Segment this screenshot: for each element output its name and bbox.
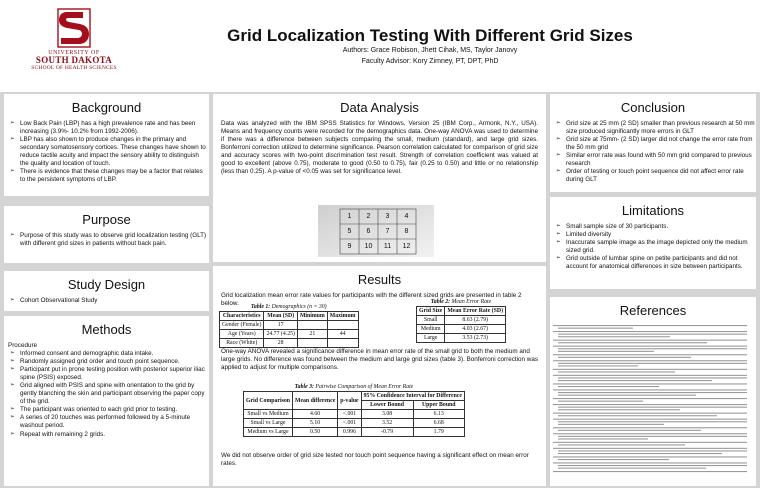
reference-line xyxy=(553,331,747,332)
reference-line xyxy=(558,371,675,372)
reference-line xyxy=(558,395,696,396)
grid-cell-number: 4 xyxy=(404,213,409,220)
purpose-item: ➢ Purpose of this study was to observe grid localization testing (GLT) with different grid sizes in patients without back pain. xyxy=(10,232,209,248)
limitation-item: ➢ Inaccurate sample image as the image depicted only the medium sized grid. xyxy=(556,239,756,255)
reference-line xyxy=(553,389,747,390)
limitation-item: ➢ Grid outside of lumbar spine on petite participants and did not account for anatomical differences in size between participants. xyxy=(556,255,756,271)
method-step: ➢ Repeat with remaining 2 grids. xyxy=(10,431,209,439)
coyote-s-logo-icon xyxy=(57,8,91,48)
reference-line xyxy=(558,336,670,337)
table-1-header: Mean (SD) xyxy=(264,312,298,321)
reference-line xyxy=(553,413,747,414)
table-row: Large 3.53 (2.73) xyxy=(417,334,506,343)
reference-line xyxy=(553,433,747,434)
table-row: Small 8.63 (2.79) xyxy=(417,316,506,325)
reference-line xyxy=(558,348,747,349)
reference-line xyxy=(558,407,747,408)
reference-line xyxy=(558,380,712,381)
poster-title: Grid Localization Testing With Different Grid Sizes xyxy=(227,26,633,45)
conclusion-heading: Conclusion xyxy=(620,100,686,115)
method-step: ➢ Participant put in prone testing position with posterior superior iliac spine (PSIS) exposed. xyxy=(10,366,209,382)
reference-line xyxy=(558,386,659,387)
reference-line xyxy=(558,377,747,378)
grid-cell-number: 3 xyxy=(385,213,390,220)
grid-photo xyxy=(318,205,434,257)
reference-line xyxy=(558,328,633,329)
reference-line xyxy=(553,427,747,428)
study-design-heading: Study Design xyxy=(67,277,146,292)
table-3-subheader: Lower Bound xyxy=(361,401,413,410)
table-row: Gender (Female) 17 xyxy=(220,321,359,330)
reference-line xyxy=(553,369,747,370)
reference-line xyxy=(558,401,643,402)
logo-line-3: SCHOOL OF HEALTH SCIENCES xyxy=(31,64,117,71)
grid-cell-number: 6 xyxy=(366,228,371,235)
conclusion-section xyxy=(550,94,756,192)
purpose-heading: Purpose xyxy=(82,212,131,227)
conclusion-item: ➢ Grid size at 25 mm (2 SD) smaller than previous research at 50 mm size produced significantly more errors in GLT xyxy=(556,120,756,136)
reference-line xyxy=(558,415,717,416)
results-heading: Results xyxy=(357,272,402,287)
grid-cell-number: 9 xyxy=(347,243,352,250)
purpose-section xyxy=(4,206,209,263)
grid-cell-number: 8 xyxy=(404,228,409,235)
reference-line xyxy=(553,346,747,347)
reference-line xyxy=(558,436,747,437)
reference-line xyxy=(553,456,747,457)
study-design-item: ➢ Cohort Observational Study xyxy=(10,297,209,305)
reference-line xyxy=(553,471,747,472)
reference-line xyxy=(558,334,747,335)
reference-line xyxy=(558,444,685,445)
references-fine-print xyxy=(553,323,753,473)
results-section xyxy=(213,266,546,486)
procedure-label: Procedure xyxy=(8,342,38,349)
background-section xyxy=(4,94,209,196)
grid-cell-number: 12 xyxy=(402,243,411,250)
logo-line-1: UNIVERSITY OF xyxy=(48,50,100,56)
limitation-item: ➢ Limited diversity xyxy=(556,231,756,239)
reference-line xyxy=(558,365,638,366)
table-row: Age (Years) 24.77 (4.25) 21 44 xyxy=(220,330,359,339)
reference-line xyxy=(558,357,691,358)
reference-line xyxy=(553,404,747,405)
table-1-header: Maximum xyxy=(327,312,358,321)
table-2-header: Mean Error Rate (SD) xyxy=(445,307,506,316)
table-3-subheader: Upper Bound xyxy=(413,401,464,410)
references-heading: References xyxy=(619,303,687,318)
table-1-header: Characteristics xyxy=(220,312,264,321)
reference-line xyxy=(558,409,680,410)
table-1-caption: Table 1: Demographics (n = 30) xyxy=(250,304,327,310)
grid-cell-number: 10 xyxy=(364,243,373,250)
grid-cell-number: 7 xyxy=(385,228,390,235)
table-row: Medium 4.03 (2.67) xyxy=(417,325,506,334)
reference-line xyxy=(558,351,654,352)
limitations-section xyxy=(550,197,756,289)
reference-line xyxy=(558,453,722,454)
reference-line xyxy=(558,424,664,425)
reference-line xyxy=(553,340,747,341)
reference-line xyxy=(553,325,747,326)
method-step: ➢ Randomly assigned grid order and touch point sequence. xyxy=(10,358,209,366)
results-closing: We did not observe order of grid size tested nor touch point sequence having a significant effect on mean error rates. xyxy=(221,452,529,468)
table-1-header: Minimum xyxy=(297,312,327,321)
reference-line xyxy=(558,421,747,422)
method-step: ➢ Grid aligned with PSIS and spine with orientation to the grid by gently blanching the skin and participant observing the paper copy of the grid. xyxy=(10,382,209,406)
background-item: ➢ There is evidence that these changes may be a factor that relates to the persistent symptoms of LBP. xyxy=(10,168,209,184)
conclusion-item: ➢ Grid size at 75mm- (2 SD) larger did not change the error rate from the 50 mm grid xyxy=(556,136,756,152)
reference-line xyxy=(558,430,701,431)
limitation-item: ➢ Small sample size of 30 participants. xyxy=(556,223,756,231)
study-design-section xyxy=(4,271,209,311)
reference-line xyxy=(553,360,747,361)
results-intro: Grid localization mean error rate values for participants with the different sized grids are presented in table 2 below. xyxy=(221,292,522,308)
reference-line xyxy=(558,342,707,343)
table-3-header: Grid Comparison xyxy=(244,392,293,410)
table-3-header: Mean difference xyxy=(292,392,337,410)
reference-line xyxy=(558,392,747,393)
method-step: ➢ Informed consent and demographic data intake. xyxy=(10,350,209,358)
reference-line xyxy=(558,465,747,466)
grid-cell-number: 1 xyxy=(347,213,352,220)
table-2 xyxy=(416,299,506,343)
method-step: ➢ The participant was oriented to each grid prior to testing. xyxy=(10,406,209,414)
table-row: Small vs Medium 4.60 <.001 3.08 6.13 xyxy=(244,410,465,419)
data-analysis-text: Data was analyzed with the IBM SPSS Statistics for Windows, Version 25 (IBM Corp., Armonk, N.Y., USA). Means and frequency counts were recorded for the demographics data. One-way ANOVA was used to determine if there was a difference between subjects comparing the small, medium (standard), and large grid sizes. Bonferroni correction utilized to determine significance. Pearson correlation calculated for comparison of grid size and accuracy scores with two-point discrimination test result. Strength of correlation coefficient was valued at good to excellent (above 0.75), moderate to good (0.50 to 0.75), fair (0.25 to 0.50) and little or no relationship (less than 0.25). A p-value of <0.05 was set for significance level. xyxy=(221,120,538,176)
reference-line xyxy=(553,375,747,376)
reference-line xyxy=(553,398,747,399)
methods-section xyxy=(4,316,209,486)
reference-line xyxy=(553,442,747,443)
table-3-caption: Table 3: Pairwise Comparison of Mean Error Rate xyxy=(294,384,414,390)
grid-cell-number: 2 xyxy=(366,213,371,220)
table-row: Small vs Large 5.10 <.001 3.52 6.68 xyxy=(244,419,465,428)
table-3-header: p-value xyxy=(338,392,361,410)
reference-line xyxy=(558,459,669,460)
table-3 xyxy=(243,384,465,437)
reference-line xyxy=(558,438,648,439)
background-item: ➢ Low Back Pain (LBP) has a high prevalence rate and has been increasing (3.9%- 10.2% from 1992-2006). xyxy=(10,120,209,136)
reference-line xyxy=(558,450,747,451)
methods-heading: Methods xyxy=(81,322,132,337)
table-2-header: Grid Size xyxy=(417,307,445,316)
reference-line xyxy=(558,468,706,469)
table-2-caption: Table 2: Mean Error Rate xyxy=(430,299,492,305)
authors-line: Authors: Grace Robison, Jhett Cihak, MS, Taylor Janovy xyxy=(342,47,518,54)
reference-line xyxy=(553,462,747,463)
grid-cell-number: 11 xyxy=(383,243,392,250)
grid-cell-number: 5 xyxy=(347,228,352,235)
reference-line xyxy=(553,383,747,384)
table-row: Race (White) 28 xyxy=(220,339,359,348)
poster-header xyxy=(0,0,760,90)
table-row: Medium vs Large 0.50 0.996 -0.79 1.79 xyxy=(244,428,465,437)
limitations-heading: Limitations xyxy=(621,203,685,218)
background-heading: Background xyxy=(71,100,142,115)
conclusion-item: ➢ Similar error rate was found with 50 mm grid compared to previous research xyxy=(556,152,756,168)
reference-line xyxy=(558,363,747,364)
logo-line-2: SOUTH DAKOTA xyxy=(35,55,113,66)
background-item: ➢ LBP has also shown to produce changes in the primary and secondary somatosensory cortices. These changes have shown to reduce tactile acuity and impact the sensory ability to distinguish the quality and location of touch. xyxy=(10,136,209,168)
table-1 xyxy=(219,304,359,348)
university-logo xyxy=(14,8,134,84)
advisor-line: Faculty Advisor: Kory Zimney, PT, DPT, PhD xyxy=(361,58,499,65)
data-analysis-heading: Data Analysis xyxy=(340,100,419,115)
reference-line xyxy=(553,448,747,449)
table-3-header: 95% Confidence Interval for Difference xyxy=(361,392,464,401)
reference-line xyxy=(553,419,747,420)
method-step: ➢ A series of 20 touches was performed followed by a 5-minute washout period. xyxy=(10,414,209,430)
conclusion-item: ➢ Order of testing or touch point sequence did not affect error rate during GLT xyxy=(556,168,756,184)
references-section xyxy=(550,297,756,486)
reference-line xyxy=(553,354,747,355)
anova-text: One-way ANOVA revealed a significance difference in mean error rate of the small grid to both the medium and large grids. No difference was found between the medium and large grid sizes (table 3). Bonferroni correction was applied to adjust for multiple comparisons. xyxy=(221,348,538,372)
